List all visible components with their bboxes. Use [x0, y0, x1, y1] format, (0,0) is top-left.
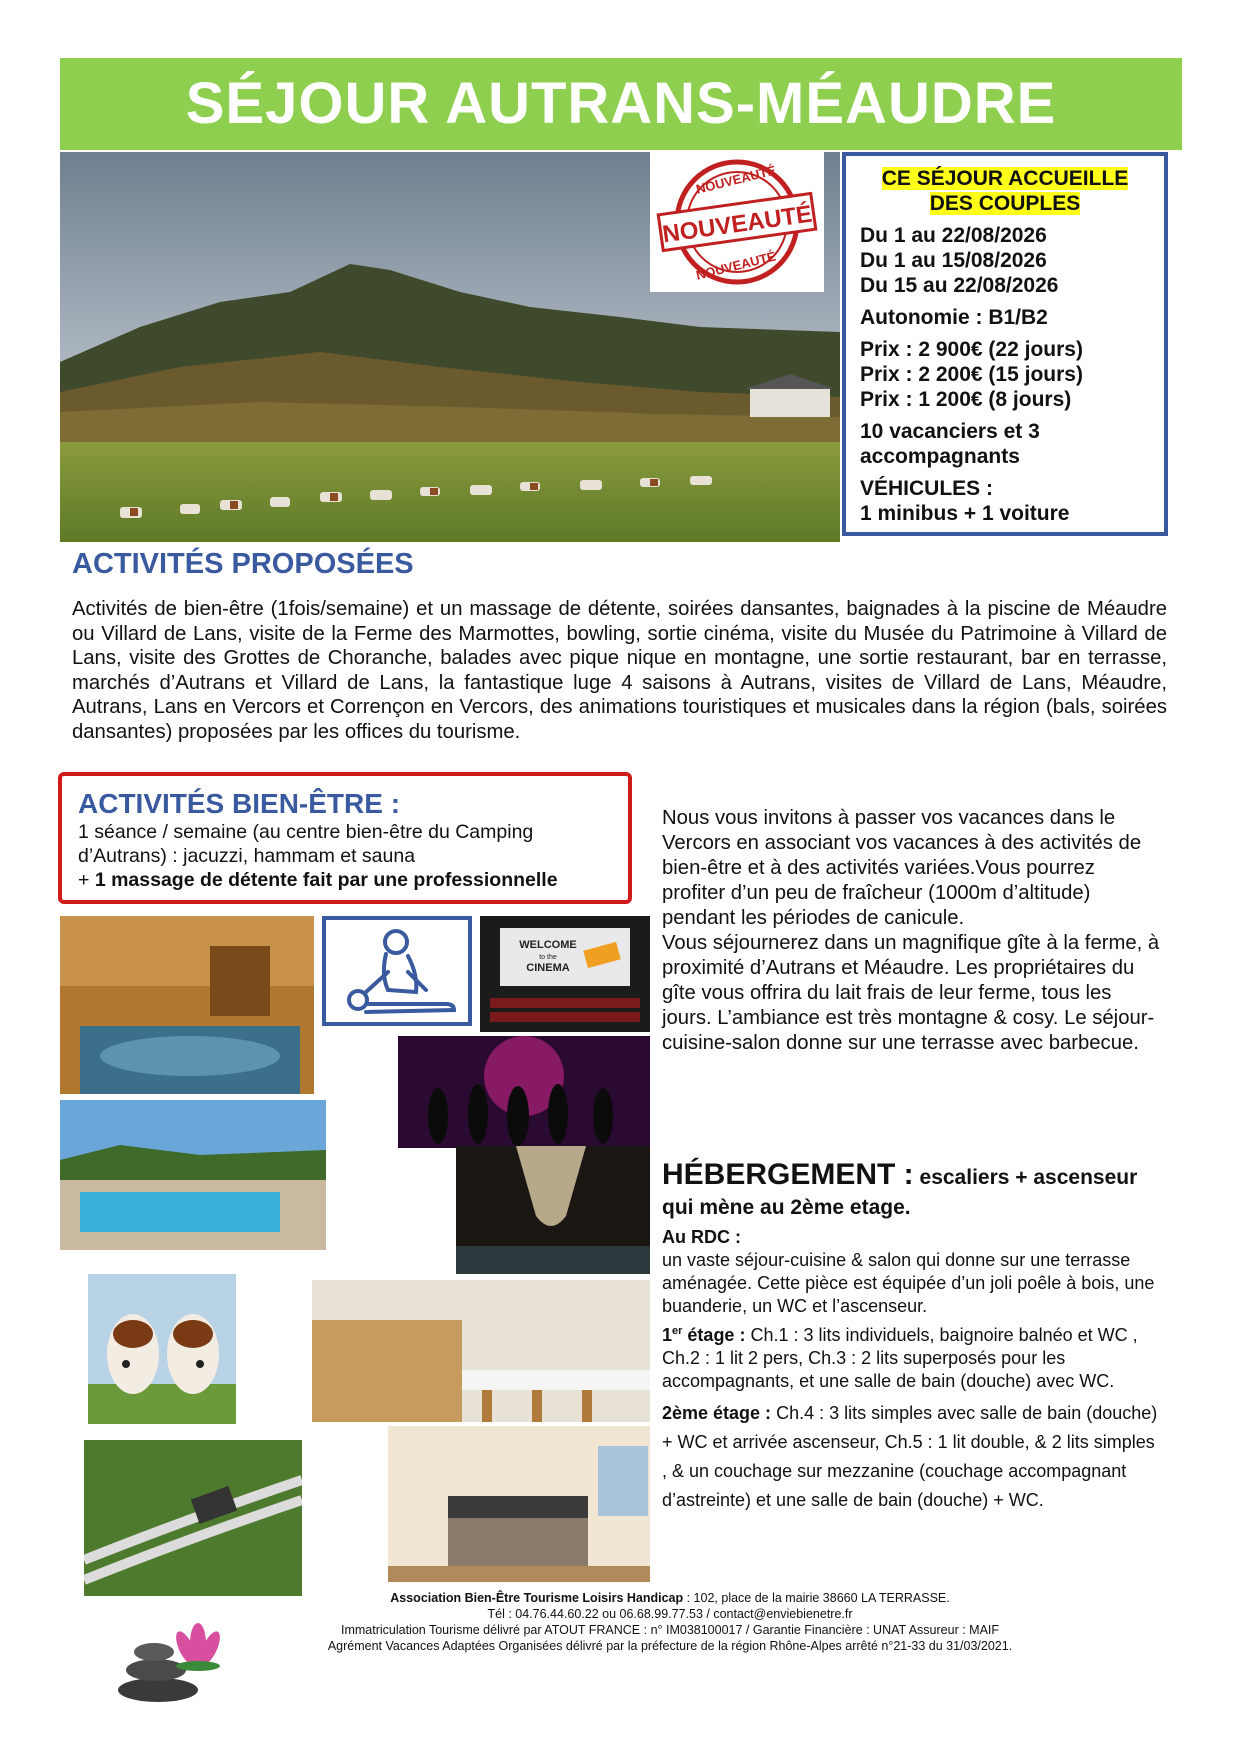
wellness-line1: 1 séance / semaine (au centre bien-être du Camping d’Autrans) : jacuzzi, hammam et sauna: [78, 821, 534, 867]
stay-info-box: [842, 152, 1168, 536]
price-3: Prix : 1 200€ (8 jours): [860, 388, 1072, 411]
rdc-text: un vaste séjour-cuisine & salon qui donne sur une terrasse aménagée. Cette pièce est équipée d’un joli poêle à bois, une buanderie, un WC et l’ascenseur.: [662, 1250, 1155, 1316]
spa-jacuzzi-photo: [60, 916, 314, 1094]
lodging-heading: [662, 1160, 1162, 1223]
intro-text: [662, 806, 1162, 1056]
wellness-plus: +: [78, 869, 95, 891]
footer-contact: Tél : 04.76.44.60.22 ou 06.68.99.77.53 / contact@enviebienetre.fr: [487, 1607, 853, 1621]
price-1: Prix : 2 900€ (22 jours): [860, 338, 1083, 361]
floor1-text: Ch.1 : 3 lits individuels, baignoire balnéo et WC , Ch.2 : 1 lit 2 pers, Ch.3 : 2 lits superposés pour les accompagnants, et une salle de bain (douche) avec WC.: [662, 1325, 1138, 1391]
lodging-title-big: HÉBERGEMENT :: [662, 1158, 914, 1191]
autonomie: Autonomie : B1/B2: [860, 306, 1048, 329]
massage-icon: [322, 916, 472, 1026]
wellness-box: [58, 772, 632, 904]
cinema-photo: [480, 916, 650, 1032]
stamp-bottom-text: NOUVEAUTÉ: [694, 248, 778, 283]
wellness-heading: ACTIVITÉS BIEN-ÊTRE :: [78, 788, 401, 819]
nouveaute-stamp: [650, 152, 824, 292]
intro-p1: Nous vous invitons à passer vos vacances dans le Vercors en associant vos vacances à des activités de bien-être et à des activités variées.Vous pourrez profiter d’un peu de fraîcheur (1000m d’altitude) pendant les périodes de canicule.: [662, 807, 1142, 929]
floor2-label: 2ème étage :: [662, 1403, 772, 1423]
footer-org: Association Bien-Être Tourisme Loisirs Handicap: [390, 1591, 684, 1605]
date-2: Du 1 au 15/08/2026: [860, 249, 1047, 272]
people-count: 10 vacanciers et 3 accompagnants: [860, 420, 1040, 468]
footer-agrement: Agrément Vacances Adaptées Organisées délivré par la préfecture de la région Rhône-Alpes arrêté n°21-33 du 31/03/2021.: [327, 1639, 1013, 1653]
cinema-sign-line3: CINEMA: [526, 962, 570, 974]
cinema-sign-line1: WELCOME: [519, 939, 577, 951]
alpine-coaster-photo: [84, 1440, 302, 1596]
footer-address: : 102, place de la mairie 38660 LA TERRASSE.: [683, 1591, 950, 1605]
footer-registration: Immatriculation Tourisme délivré par ATOUT FRANCE : n° IM038100017 / Garantie Financière : UNAT Assureur : MAIF: [340, 1623, 1000, 1637]
stamp-main-text: NOUVEAUTÉ: [660, 200, 814, 249]
vehicles: 1 minibus + 1 voiture: [860, 502, 1070, 525]
kitchen-dining-photo: [312, 1280, 650, 1422]
floor1-sup: er: [672, 1325, 683, 1337]
intro-p2: Vous séjournerez dans un magnifique gîte à la ferme, à proximité d’Autrans et Méaudre. Les propriétaires du gîte vous offrira du lait frais de leur ferme, tous les jours. L’ambiance est très montagne & cosy. Le séjour-cuisine-salon donne sur une terrasse avec barbecue.: [662, 932, 1160, 1054]
price-2: Prix : 2 200€ (15 jours): [860, 363, 1083, 386]
vehicles-title: VÉHICULES :: [860, 477, 994, 500]
rdc-label: Au RDC :: [662, 1227, 741, 1247]
lodging-title-rest: escaliers + ascenseur qui mène au 2ème etage.: [662, 1166, 1138, 1219]
wellness-massage: 1 massage de détente fait par une professionnelle: [94, 869, 558, 891]
cows-photo: [88, 1274, 236, 1424]
couples-line2: DES COUPLES: [929, 192, 1081, 215]
lodging-text: [662, 1226, 1162, 1515]
date-1: Du 1 au 22/08/2026: [860, 224, 1047, 247]
page-title: SÉJOUR AUTRANS-MÉAUDRE: [60, 58, 1182, 150]
date-3: Du 15 au 22/08/2026: [860, 274, 1059, 297]
stamp-top-text: NOUVEAUTÉ: [694, 162, 778, 197]
floor1-label: 1: [662, 1325, 673, 1345]
couples-line1: CE SÉJOUR ACCUEILLE: [881, 167, 1129, 190]
cave-photo: [456, 1146, 650, 1274]
floor1-label-rest: étage :: [682, 1325, 746, 1345]
footer-info: [200, 1590, 1140, 1654]
floor2-text: Ch.4 : 3 lits simples avec salle de bain (douche) + WC et arrivée ascenseur, Ch.5 : 1 lit double, & 2 lits simples , & un couchage sur mezzanine (couchage accompagnant d’astreinte) et une salle de bain (douche) + WC.: [662, 1403, 1158, 1510]
activities-text: Activités de bien-être (1fois/semaine) et un massage de détente, soirées dansantes, baignades à la piscine de Méaudre ou Villard de Lans, visite de la Ferme des Marmottes, bowling, sortie cinéma, visite du Musée du Patrimoine à Villard de Lans, visite des Grottes de Choranche, balades avec pique nique en montagne, une sortie restaurant, bar en terrasse, marchés d’Autrans et Villard de Lans, la fantastique luge 4 saisons à Autrans, visites de Villard de Lans, Méaudre, Autrans, Lans en Vercors et Corrençon en Vercors, des animations touristiques et musicales dans la région (bals, soirées dansantes) proposées par les offices du tourisme.: [72, 598, 1167, 743]
cinema-sign-line2: to the: [539, 954, 557, 961]
activities-heading: ACTIVITÉS PROPOSÉES: [72, 548, 414, 580]
bedroom-photo: [388, 1426, 650, 1582]
swimming-pool-photo: [60, 1100, 326, 1250]
dance-party-photo: [398, 1036, 650, 1148]
